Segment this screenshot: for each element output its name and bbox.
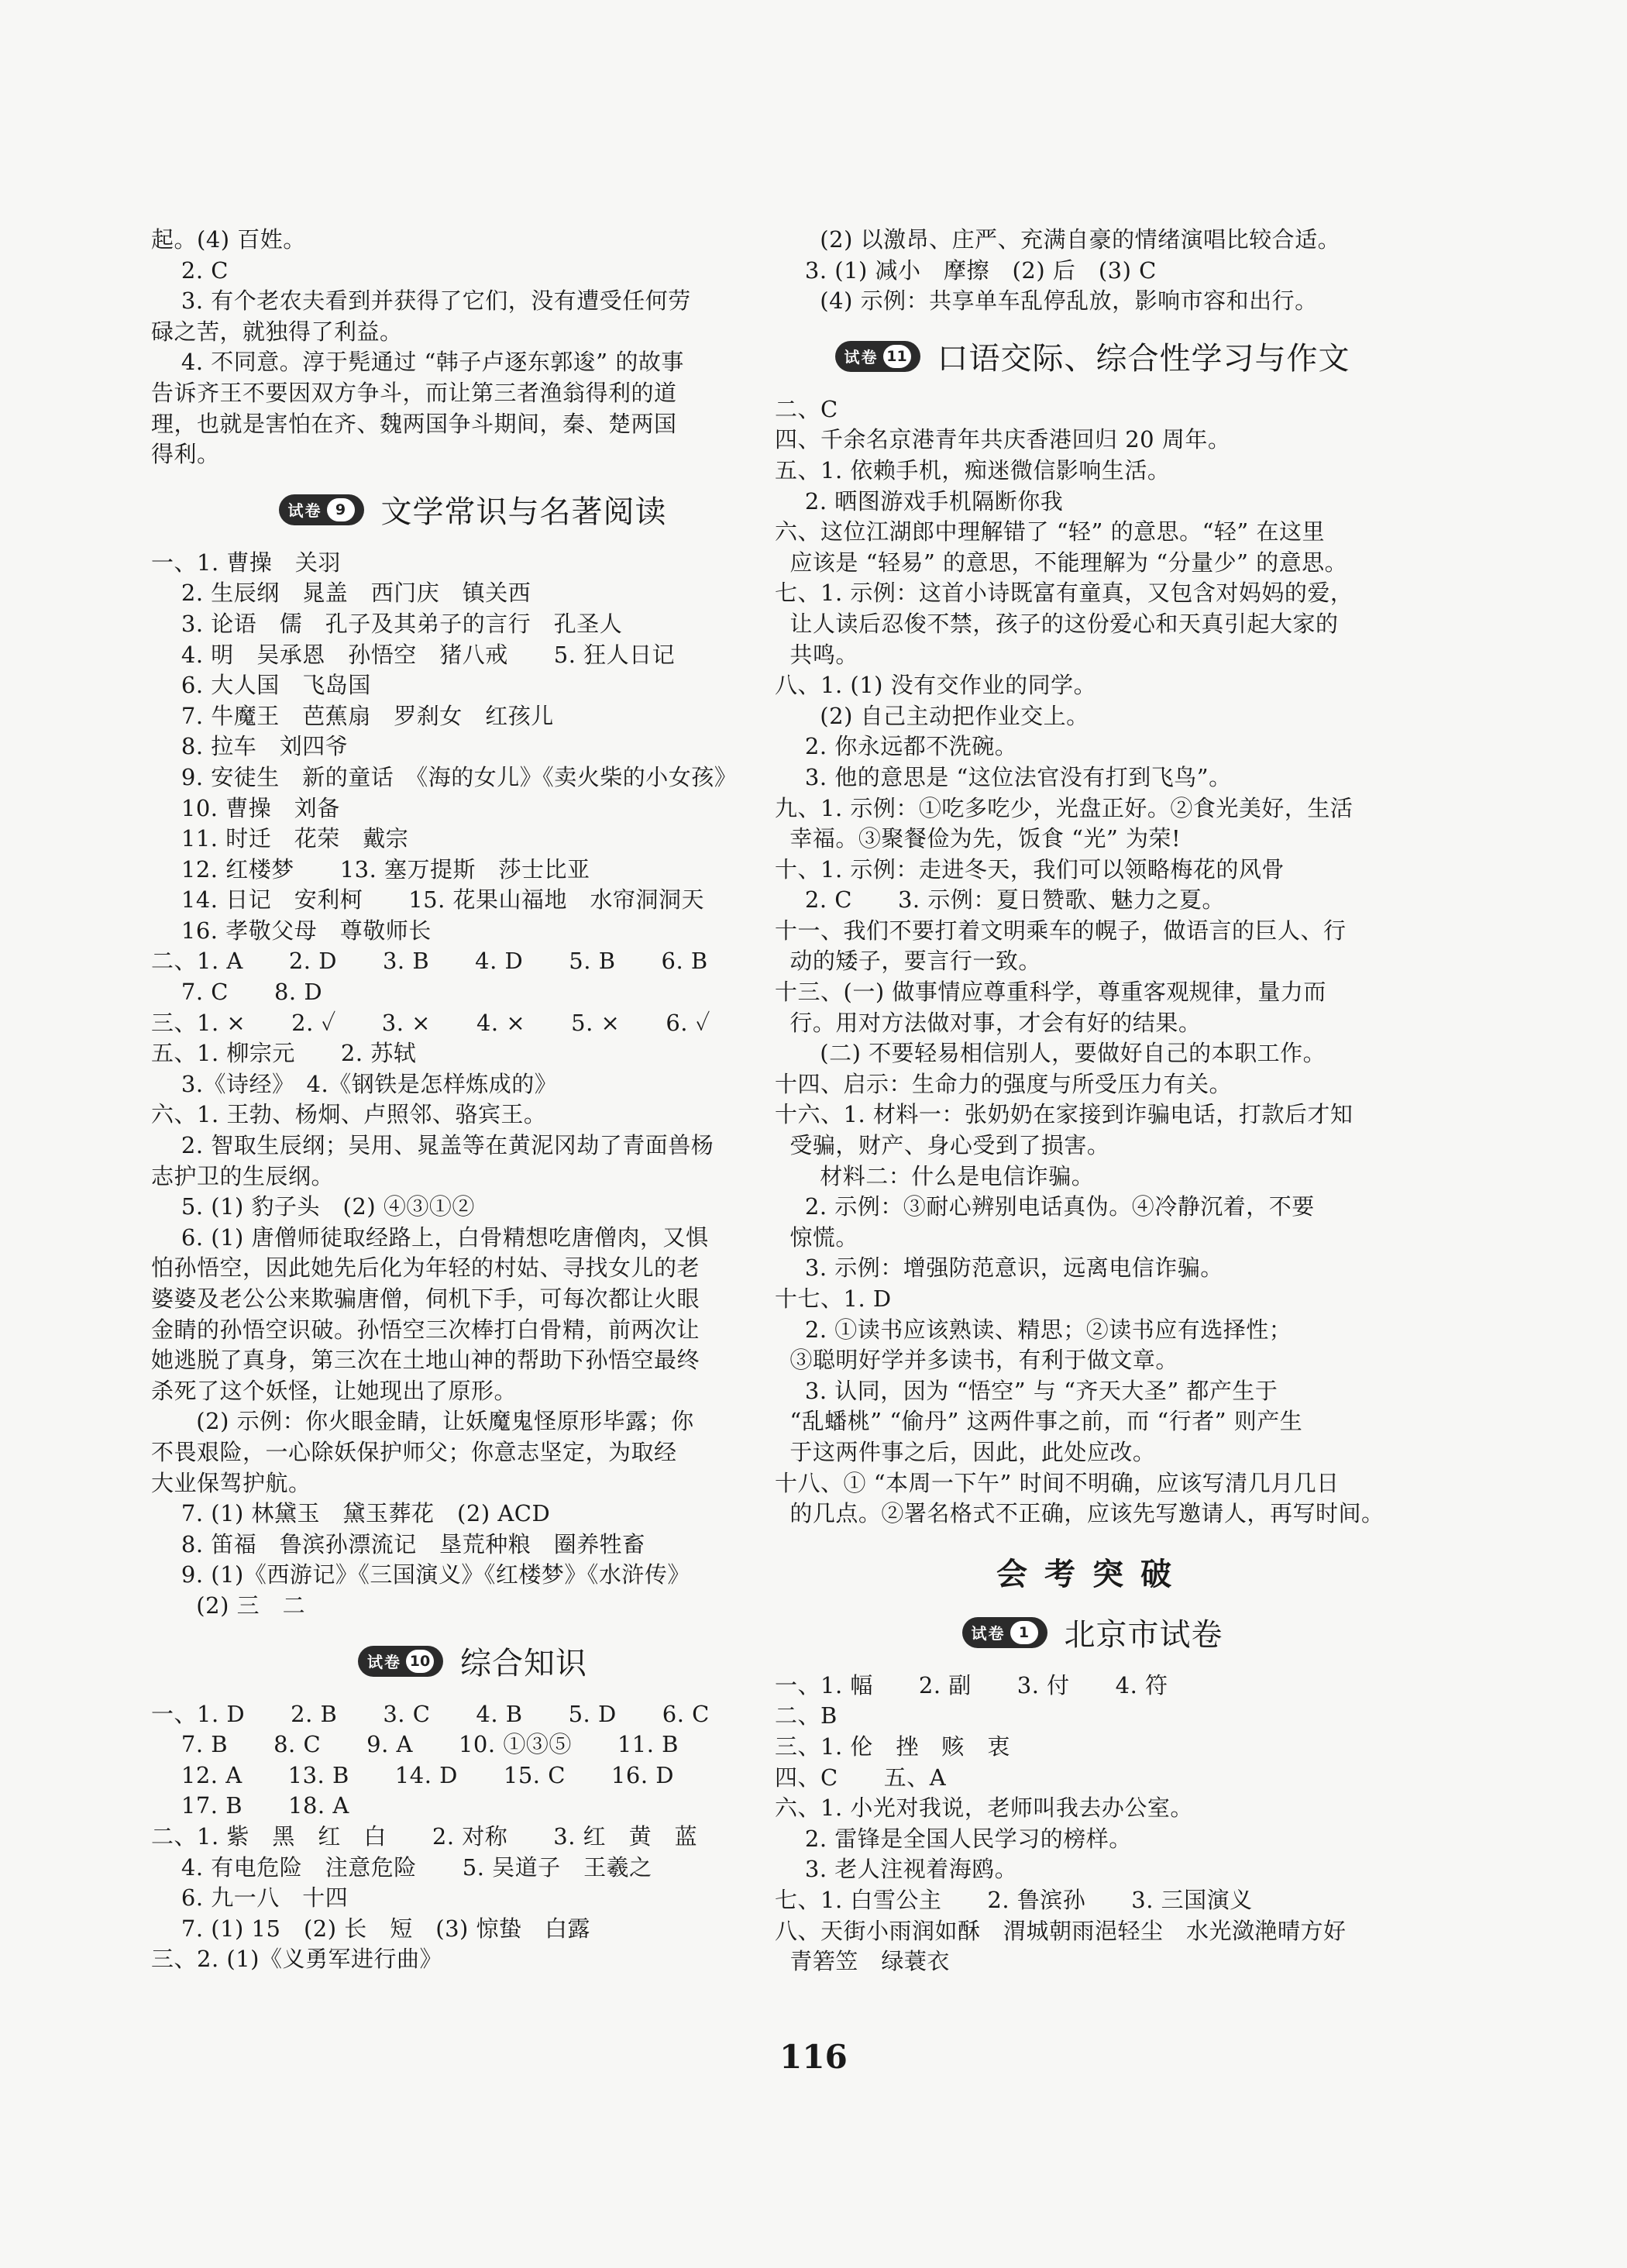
- answer-line: 2. 晒图游戏手机隔断你我: [775, 487, 1064, 515]
- answer-line: 应该是 “轻易” 的意思，不能理解为 “分量少” 的意思。: [775, 549, 1348, 576]
- answer-line: “乱蟠桃” “偷丹” 这两件事之前，而 “行者” 则产生: [775, 1408, 1303, 1435]
- section-heading-paper-9: [151, 483, 794, 537]
- answer-line: 2. ①读书应该熟读、精思；②读书应有选择性；: [775, 1316, 1292, 1343]
- answer-line: 3. (1) 减小 摩擦 (2) 后 (3) C: [775, 256, 1157, 284]
- answer-line: 一、1. 曹操 关羽: [151, 549, 341, 576]
- answer-line: (2) 三 二: [151, 1592, 306, 1619]
- answer-line: 六、1. 王勃、杨炯、卢照邻、骆宾王。: [151, 1101, 547, 1128]
- answer-line: 一、1. D 2. B 3. C 4. B 5. D 6. C: [151, 1700, 710, 1727]
- left-answers-block-1: [151, 225, 794, 470]
- answer-line: 一、1. 幅 2. 副 3. 付 4. 符: [775, 1671, 1168, 1698]
- answer-line: 十、1. 示例：走进冬天，我们可以领略梅花的风骨: [775, 855, 1285, 883]
- answer-line: 七、1. 示例：这首小诗既富有童真，又包含对妈妈的爱，: [775, 580, 1354, 607]
- answer-line: 动的矮子，要言行一致。: [775, 948, 1041, 975]
- answer-line: 五、1. 依赖手机，痴迷微信影响生活。: [775, 456, 1171, 484]
- answer-line: ③聪明好学并多读书，有利于做文章。: [775, 1347, 1178, 1374]
- page-number: 116: [779, 2038, 848, 2076]
- left-answers-block-2: [151, 548, 794, 1622]
- answer-line: 3. 有个老农夫看到并获得了它们，没有遭受任何劳: [151, 287, 691, 315]
- answer-line: 2. C 3. 示例：夏日赞歌、魅力之夏。: [775, 886, 1225, 914]
- answer-line: (2) 以激昂、庄严、充满自豪的情绪演唱比较合适。: [775, 226, 1341, 253]
- answer-line: 七、1. 白雪公主 2. 鲁滨孙 3. 三国演义: [775, 1886, 1253, 1913]
- answer-line: 3. 示例：增强防范意识，远离电信诈骗。: [775, 1254, 1223, 1282]
- answer-line: 二、B: [775, 1702, 838, 1729]
- answer-line: 九、1. 示例：①吃多吃少，光盘正好。②食光美好，生活: [775, 794, 1354, 821]
- answer-line: 11. 时迁 花荣 戴宗: [151, 825, 409, 852]
- answer-line: 幸福。③聚餐俭为先，饭食 “光” 为荣!: [775, 825, 1182, 852]
- answer-line: 怕孙悟空，因此她先后化为年轻的村姑、寻找女儿的老: [151, 1254, 700, 1282]
- section-title: 综合知识: [460, 1646, 587, 1682]
- answer-line: 2. C: [151, 256, 229, 284]
- answer-line: 八、天街小雨润如酥 渭城朝雨浥轻尘 水光潋滟晴方好: [775, 1917, 1347, 1944]
- answer-line: 十八、① “本周一下午” 时间不明确，应该写清几月几日: [775, 1469, 1340, 1496]
- answer-line: 7. C 8. D: [151, 979, 323, 1006]
- answer-line: 于这两件事之后，因此，此处应改。: [775, 1438, 1156, 1465]
- answer-line: 八、1. (1) 没有交作业的同学。: [775, 672, 1097, 699]
- answer-line: 二、1. A 2. D 3. B 4. D 5. B 6. B: [151, 948, 708, 975]
- answer-line: 3. 他的意思是 “这位法官没有打到飞鸟”。: [775, 763, 1232, 790]
- answer-line: 7. (1) 林黛玉 黛玉葬花 (2) ACD: [151, 1500, 551, 1527]
- section-title: 北京市试卷: [1064, 1617, 1223, 1654]
- left-answers-block-3: [151, 1699, 794, 1975]
- answer-line: 14. 日记 安利柯 15. 花果山福地 水帘洞洞天: [151, 886, 705, 914]
- answer-line: 2. 雷锋是全国人民学习的榜样。: [775, 1825, 1132, 1852]
- answer-line: 二、1. 紫 黑 红 白 2. 对称 3. 红 黄 蓝: [151, 1822, 698, 1850]
- answer-line: 2. 示例：③耐心辨别电话真伪。④冷静沉着，不要: [775, 1193, 1315, 1220]
- answer-line: 8. 拉车 刘四爷: [151, 733, 349, 760]
- answer-line: 5. (1) 豹子头 (2) ④③①②: [151, 1193, 475, 1220]
- answer-line: 起。(4) 百姓。: [151, 226, 306, 253]
- answer-line: 2. 你永远都不洗碗。: [775, 733, 1018, 760]
- right-answers-block-2: [775, 394, 1410, 1530]
- answer-line: 六、这位江湖郎中理解错了 “轻” 的意思。“轻” 在这里: [775, 518, 1325, 545]
- right-answers-block-1: [775, 225, 1410, 317]
- answer-line: 得利。: [151, 441, 220, 468]
- answer-line: 十四、启示：生命力的强度与所受压力有关。: [775, 1070, 1233, 1097]
- answer-line: 让人读后忍俊不禁，孩子的这份爱心和天真引起大家的: [775, 610, 1339, 637]
- section-heading-paper-11: [775, 329, 1410, 384]
- section-title: 口语交际、综合性学习与作文: [937, 341, 1350, 377]
- answer-line: 12. 红楼梦 13. 塞万提斯 莎士比亚: [151, 855, 590, 883]
- answer-line: 3. 论语 儒 孔子及其弟子的言行 孔圣人: [151, 610, 623, 637]
- answer-line: 四、千余名京港青年共庆香港回归 20 周年。: [775, 426, 1231, 453]
- answer-line: 3. 认同，因为 “悟空” 与 “齐天大圣” 都产生于: [775, 1377, 1278, 1404]
- answer-line: 五、1. 柳宗元 2. 苏轼: [151, 1040, 417, 1067]
- answer-line: 4. 不同意。淳于髡通过 “韩子卢逐东郭逡” 的故事: [151, 349, 684, 376]
- answer-line: 2. 智取生辰纲；吴用、晁盖等在黄泥冈劫了青面兽杨: [151, 1132, 714, 1159]
- section-heading-beijing-paper: [775, 1605, 1410, 1660]
- answer-line: 9. 安徒生 新的童话 《海的女儿》《卖火柴的小女孩》: [151, 763, 738, 790]
- answer-line: 3.《诗经》 4.《钢铁是怎样炼成的》: [151, 1070, 558, 1097]
- answer-line: 婆婆及老公公来欺骗唐僧，伺机下手，可每次都让火眼: [151, 1285, 700, 1312]
- answer-line: 行。用对方法做对事，才会有好的结果。: [775, 1009, 1202, 1036]
- paper-badge: 试卷 9: [279, 494, 364, 525]
- paper-badge: 试卷 10: [358, 1646, 443, 1677]
- answer-line: 不畏艰险，一心除妖保护师父；你意志坚定，为取经: [151, 1438, 677, 1465]
- answer-line: (4) 示例：共享单车乱停乱放，影响市容和出行。: [775, 287, 1318, 315]
- paper-badge: 试卷 11: [835, 341, 920, 372]
- left-column: [151, 225, 794, 1975]
- answer-line: 10. 曹操 刘备: [151, 794, 340, 821]
- answer-line: 碌之苦，就独得了利益。: [151, 318, 403, 345]
- right-column: [775, 225, 1410, 1977]
- paper-badge: 试卷 1: [962, 1617, 1047, 1648]
- answer-line: 她逃脱了真身，第三次在土地山神的帮助下孙悟空最终: [151, 1347, 700, 1374]
- answer-line: 6. 大人国 飞岛国: [151, 672, 371, 699]
- answer-line: 2. 生辰纲 晁盖 西门庆 镇关西: [151, 580, 531, 607]
- answer-line: 4. 明 吴承恩 孙悟空 猪八戒 5. 狂人日记: [151, 641, 676, 668]
- answer-line: 理，也就是害怕在齐、魏两国争斗期间，秦、楚两国: [151, 410, 677, 437]
- right-answers-block-3: [775, 1671, 1410, 1977]
- answer-line: (2) 示例：你火眼金睛，让妖魔鬼怪原形毕露；你: [151, 1408, 694, 1435]
- answer-line: 三、1. × 2. ✓ 3. × 4. × 5. × 6. ✓: [151, 1009, 710, 1036]
- answer-line: 大业保驾护航。: [151, 1469, 311, 1496]
- answer-line: 金睛的孙悟空识破。孙悟空三次棒打白骨精，前两次让: [151, 1316, 700, 1343]
- answer-line: 二、C: [775, 395, 838, 422]
- answer-line: 12. A 13. B 14. D 15. C 16. D: [151, 1761, 675, 1788]
- answer-line: 十七、1. D: [775, 1285, 892, 1312]
- part-title: 会考突破: [996, 1556, 1188, 1592]
- answer-line: 青箬笠 绿蓑衣: [775, 1948, 950, 1975]
- answer-line: 受骗，财产、身心受到了损害。: [775, 1132, 1110, 1159]
- answer-line: (2) 自己主动把作业交上。: [775, 702, 1089, 729]
- answer-line: 告诉齐王不要因双方争斗，而让第三者渔翁得利的道: [151, 379, 677, 406]
- answer-line: 十三、(一) 做事情应尊重科学，尊重客观规律，量力而: [775, 979, 1326, 1006]
- answer-line: 十六、1. 材料一：张奶奶在家接到诈骗电话，打款后才知: [775, 1101, 1354, 1128]
- answer-line: 的几点。②署名格式不正确，应该先写邀请人，再写时间。: [775, 1500, 1384, 1527]
- answer-line: 共鸣。: [775, 641, 858, 668]
- section-title: 文学常识与名著阅读: [380, 494, 667, 531]
- answer-line: 3. 老人注视着海鸥。: [775, 1856, 1018, 1883]
- answer-line: 7. (1) 15 (2) 长 短 (3) 惊蛰 白露: [151, 1915, 591, 1942]
- answer-line: 十一、我们不要打着文明乘车的幌子，做语言的巨人、行: [775, 917, 1347, 944]
- answer-line: 17. B 18. A: [151, 1792, 349, 1819]
- answer-line: 9. (1)《西游记》《三国演义》《红楼梦》《水浒传》: [151, 1561, 690, 1588]
- section-heading-paper-10: [151, 1634, 794, 1688]
- answer-line: 7. 牛魔王 芭蕉扇 罗刹女 红孩儿: [151, 702, 554, 729]
- answer-line: 惊慌。: [775, 1223, 858, 1251]
- answer-line: 6. (1) 唐僧师徒取经路上，白骨精想吃唐僧肉，又惧: [151, 1223, 709, 1251]
- answer-line: 16. 孝敬父母 尊敬师长: [151, 917, 432, 944]
- answer-line: 7. B 8. C 9. A 10. ①③⑤ 11. B: [151, 1731, 679, 1758]
- answer-line: 杀死了这个妖怪，让她现出了原形。: [151, 1377, 518, 1404]
- answer-line: 志护卫的生辰纲。: [151, 1162, 335, 1189]
- answer-line: 六、1. 小光对我说，老师叫我去办公室。: [775, 1795, 1193, 1822]
- answer-line: 8. 笛福 鲁滨孙漂流记 垦荒种粮 圈养牲畜: [151, 1530, 645, 1557]
- answer-line: 三、2. (1)《义勇军进行曲》: [151, 1946, 442, 1973]
- answer-line: (二) 不要轻易相信别人，要做好自己的本职工作。: [775, 1040, 1326, 1067]
- answer-line: 三、1. 伦 挫 赅 衷: [775, 1733, 1010, 1760]
- answer-line: 材料二：什么是电信诈骗。: [775, 1162, 1095, 1189]
- answer-line: 四、C 五、A: [775, 1764, 947, 1791]
- answer-line: 6. 九一八 十四: [151, 1884, 349, 1912]
- answer-line: 4. 有电危险 注意危险 5. 吴道子 王羲之: [151, 1853, 652, 1881]
